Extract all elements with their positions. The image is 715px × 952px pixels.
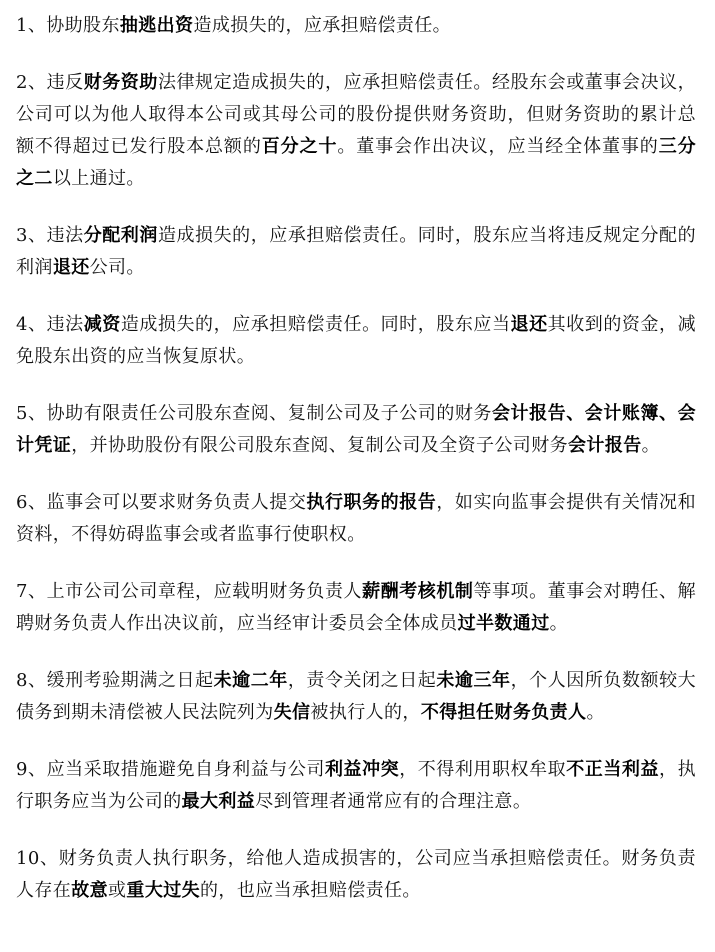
body-text: 造成损失的，应承担赔偿责任。同时，股东应当将违反规定分配的利润 — [16, 225, 696, 278]
body-text: 8、缓刑考验期满之日起 — [16, 670, 214, 691]
body-text: 造成损失的，应承担赔偿责任。同时，股东应当 — [120, 314, 511, 335]
document-body — [16, 10, 696, 907]
emphasis-text: 失信 — [273, 702, 311, 723]
paragraph-2 — [16, 67, 696, 195]
body-text: ，执行职务应当为公司的 — [16, 759, 696, 812]
emphasis-text: 不正当利益 — [566, 759, 660, 780]
emphasis-text: 故意 — [71, 880, 109, 901]
body-text: 10、财务负责人执行职务，给他人造成损害的，公司应当承担赔偿责任。财务负责人存在 — [16, 848, 696, 901]
body-text: ，责令关闭之日起 — [287, 670, 437, 691]
body-text: 7、上市公司公司章程，应载明财务负责人 — [16, 581, 363, 602]
paragraph-9 — [16, 754, 696, 818]
body-text: 3、违法 — [16, 225, 84, 246]
emphasis-text: 三分之二 — [16, 136, 696, 189]
body-text: 。 — [641, 435, 661, 456]
paragraph-5 — [16, 398, 696, 462]
body-text: 6、监事会可以要求财务负责人提交 — [16, 492, 307, 513]
paragraph-1 — [16, 10, 696, 42]
emphasis-text: 最大利益 — [181, 791, 256, 812]
body-text: 2、违反 — [16, 72, 84, 93]
emphasis-text: 重大过失 — [126, 880, 201, 901]
emphasis-text: 不得担任财务负责人 — [420, 702, 587, 723]
emphasis-text: 未逾二年 — [213, 670, 288, 691]
body-text: 。 — [586, 702, 605, 723]
body-text: ，个人因所负数额较大债务到期未清偿被人民法院列为 — [16, 670, 697, 723]
body-text: 以上通过。 — [52, 168, 145, 189]
emphasis-text: 退还 — [52, 257, 90, 278]
body-text: 造成损失的，应承担赔偿责任。 — [193, 15, 452, 36]
body-text: 或 — [108, 880, 127, 901]
paragraph-6 — [16, 487, 696, 551]
paragraph-8 — [16, 665, 696, 729]
body-text: 。 — [549, 613, 569, 634]
body-text: 的，也应当承担赔偿责任。 — [200, 880, 421, 901]
paragraph-7 — [16, 576, 696, 640]
body-text: ，并协助股份有限公司股东查阅、复制公司及全资子公司财务 — [71, 435, 569, 456]
body-text: 其收到的资金，减免股东出资的应当恢复原状。 — [16, 314, 696, 367]
body-text: 4、违法 — [16, 314, 84, 335]
body-text: 等事项。董事会对聘任、解聘财务负责人作出决议前，应当经审计委员会全体成员 — [16, 581, 696, 634]
emphasis-text: 分配利润 — [83, 225, 158, 246]
body-text: 尽到管理者通常应有的合理注意。 — [255, 791, 532, 812]
body-text: 1、协助股东 — [16, 15, 120, 36]
body-text: 5、协助有限责任公司股东查阅、复制公司及子公司的财务 — [16, 403, 492, 424]
paragraph-4 — [16, 309, 696, 373]
emphasis-text: 财务资助 — [83, 72, 158, 93]
body-text: ，如实向监事会提供有关情况和资料，不得妨碍监事会或者监事行使职权。 — [16, 492, 696, 545]
body-text: 被执行人的， — [310, 702, 421, 723]
emphasis-text: 执行职务的报告 — [306, 492, 437, 513]
emphasis-text: 会计报告、会计账簿、会计凭证 — [16, 403, 696, 456]
emphasis-text: 百分之十 — [261, 136, 338, 157]
emphasis-text: 过半数通过 — [457, 613, 550, 634]
body-text: 9、应当采取措施避免自身利益与公司 — [16, 759, 325, 780]
body-text: 法律规定造成损失的，应承担赔偿责任。经股东会或董事会决议，公司可以为他人取得本公司或其母公司的股份提供财务资助，但财务资助的累计总额不得超过已发行股本总额的 — [16, 72, 696, 157]
body-text: ，不得利用职权牟取 — [399, 759, 567, 780]
emphasis-text: 退还 — [510, 314, 548, 335]
emphasis-text: 利益冲突 — [324, 759, 400, 780]
body-text: 。董事会作出决议，应当经全体董事的 — [337, 136, 659, 157]
emphasis-text: 减资 — [83, 314, 121, 335]
paragraph-3 — [16, 220, 696, 284]
emphasis-text: 会计报告 — [568, 435, 642, 456]
paragraph-10 — [16, 843, 696, 907]
emphasis-text: 抽逃出资 — [119, 15, 194, 36]
body-text: 公司。 — [89, 257, 145, 278]
emphasis-text: 未逾三年 — [436, 670, 511, 691]
emphasis-text: 薪酬考核机制 — [362, 581, 474, 602]
